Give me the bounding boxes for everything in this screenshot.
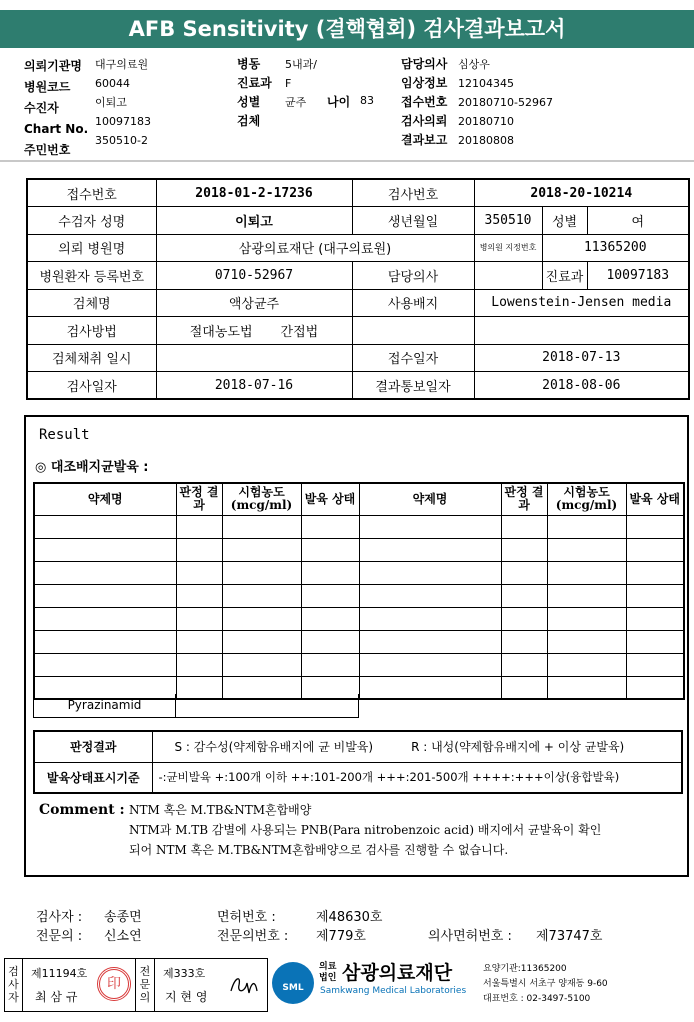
specialist-label: 전문의 :	[36, 929, 83, 944]
test-date-value: 2018-07-16	[156, 372, 352, 400]
hospital-cell-label: 의뢰 병원명	[27, 234, 156, 262]
table-row	[34, 607, 684, 630]
org-address: 서울특별시 서초구 양재동 9-60	[483, 979, 608, 989]
org-name: 삼광의료재단	[342, 962, 453, 984]
control-growth-label: ◎ 대조배지균발육 :	[35, 460, 149, 475]
signature-icon	[227, 969, 263, 999]
judge-legend-value	[152, 731, 682, 762]
sex-cell-value: 여	[587, 207, 689, 235]
method-absolute: 절대농도법	[189, 324, 253, 340]
tester-name: 송종면	[104, 910, 142, 925]
test-date-label: 검사일자	[27, 372, 156, 400]
org-english: Samkwang Medical Laboratories	[320, 986, 467, 996]
table-row	[34, 630, 684, 653]
table-row	[34, 584, 684, 607]
logo-prefix-1: 의료	[319, 962, 337, 972]
license-value: 제48630호	[316, 910, 383, 925]
sex-value: F	[285, 77, 292, 90]
table-row	[34, 561, 684, 584]
notify-date-value: 2018-08-06	[474, 372, 689, 400]
doctor-cell-label: 담당의사	[352, 262, 474, 290]
footer-tester-no: 제11194호	[31, 967, 88, 980]
judge-header: 판정 결과	[176, 483, 222, 515]
hosp-code-label: 병의원 지정번호	[474, 234, 542, 262]
legend-table	[33, 730, 683, 794]
receipt-date-value: 2018-07-13	[474, 344, 689, 372]
reception-no: 2018-01-2-17236	[156, 179, 352, 207]
header-col-2	[237, 55, 272, 131]
specimen-info-table	[26, 178, 690, 400]
drug-table	[33, 482, 685, 700]
clinical-label: 임상정보	[401, 76, 448, 90]
dept-cell-value: 10097183	[587, 262, 689, 290]
dept-value: 5내과/	[285, 58, 317, 71]
growth-legend-label: 발육상태표시기준	[34, 762, 152, 793]
code-value: 60044	[95, 77, 130, 90]
method-label: 검사방법	[27, 317, 156, 345]
spec-no-label: 전문의번호 :	[217, 929, 289, 944]
header-col-1	[24, 55, 88, 160]
org-phone: 대표번호 : 02-3497-5100	[483, 994, 591, 1004]
method-empty-1	[352, 317, 474, 345]
doc-license-value: 제73747호	[536, 929, 603, 944]
comment-line-2: NTM과 M.TB 감별에 사용되는 PNB(Para nitrobenzoic acid) 배지에서 균발육이 확인	[129, 823, 602, 837]
birth-label: 생년월일	[352, 207, 474, 235]
patient-value: 이퇴고	[95, 96, 127, 109]
doc-license-label: 의사면허번호 :	[428, 929, 512, 944]
hosp-code-value: 11365200	[542, 234, 689, 262]
registration-label: 병원환자 등록번호	[27, 262, 156, 290]
test-no-label: 검사번호	[352, 179, 474, 207]
hospital-label: 의뢰기관명	[24, 59, 82, 73]
ward-label: 병동	[237, 57, 261, 71]
seal-icon: 印	[97, 967, 131, 1001]
logo-prefix-2: 법인	[319, 973, 337, 983]
table-row	[34, 515, 684, 538]
logo-icon: SML	[272, 962, 314, 1004]
specimen-label: 검체	[237, 114, 261, 128]
collect-label: 검체채취 일시	[27, 344, 156, 372]
org-footer	[272, 958, 692, 1012]
specialist-name: 신소연	[104, 929, 142, 944]
growth-header: 발육 상태	[301, 483, 359, 515]
judge-header-2: 판정 결과	[501, 483, 547, 515]
signature-box	[4, 958, 268, 1012]
conc-header: 시험농도 (mcg/ml)	[222, 483, 301, 515]
logo-prefix	[319, 962, 336, 984]
comment-line-1: NTM 혹은 M.TB&NTM혼합배양	[129, 803, 312, 817]
header-col-3	[401, 55, 447, 150]
pyrazinamid-label: Pyrazinamid	[34, 694, 176, 717]
medium-label: 사용배지	[352, 289, 474, 317]
judge-s: S : 감수성(약제함유배지에 균 비발육)	[174, 740, 374, 755]
receipt-no-label: 접수번호	[401, 95, 448, 109]
specimen-value: 균주	[285, 96, 307, 109]
hospital-value: 대구의료원	[95, 58, 149, 71]
receipt-no-value: 20180710-52967	[458, 96, 553, 109]
doctor-value: 심상우	[458, 58, 490, 71]
tester-label: 검사자 :	[36, 910, 83, 925]
method-value	[156, 317, 352, 345]
drug-header-2: 약제명	[359, 483, 501, 515]
specimen-cell-label: 검체명	[27, 289, 156, 317]
chart-value: 10097183	[95, 115, 151, 128]
medium-value: Lowenstein-Jensen media	[474, 289, 689, 317]
method-empty-2	[474, 317, 689, 345]
pyrazinamid-row	[33, 694, 359, 718]
id-value: 350510-2	[95, 134, 148, 147]
growth-header-2: 발육 상태	[626, 483, 684, 515]
code-label: 병원코드	[24, 80, 71, 94]
growth-legend-value: -:균비발육 +:100개 이하 ++:101-200개 +++:201-500개 ++++:+++이상(융합발육)	[152, 762, 682, 793]
conc-header-2: 시험농도 (mcg/ml)	[547, 483, 626, 515]
doctor-cell-value	[474, 262, 542, 290]
request-label: 검사의뢰	[401, 114, 448, 128]
specimen-cell-value: 액상균주	[156, 289, 352, 317]
header-divider	[0, 160, 694, 162]
sex-cell-label: 성별	[542, 207, 587, 235]
request-value: 20180710	[458, 115, 514, 128]
footer-spec-name: 지 현 영	[165, 990, 208, 1004]
license-label: 면허번호 :	[217, 910, 276, 925]
org-code: 요양기관:11365200	[483, 964, 567, 974]
judge-r: R : 내성(약제함유배지에 + 이상 균발육)	[411, 740, 625, 755]
header-col-3-values	[458, 55, 553, 150]
comment-line-3: 되어 NTM 혹은 M.TB&NTM혼합배양으로 검사를 진행할 수 없습니다.	[129, 843, 509, 857]
patient-label: 수진자	[24, 101, 59, 115]
age-value: 83	[360, 94, 374, 107]
notify-date-label: 결과통보일자	[352, 372, 474, 400]
age-label: 나이	[327, 95, 351, 109]
name-label: 수검자 성명	[27, 207, 156, 235]
report-label: 결과보고	[401, 133, 448, 147]
specialist-vertical: 전문의	[135, 959, 155, 1011]
patient-name: 이퇴고	[156, 207, 352, 235]
method-indirect: 간접법	[280, 324, 319, 340]
header-col-1-values	[95, 55, 151, 150]
birth-value: 350510	[474, 207, 542, 235]
id-label: 주민번호	[24, 143, 71, 157]
spec-no-value: 제779호	[316, 929, 366, 944]
judge-legend-label: 판정결과	[34, 731, 152, 762]
dept-label: 진료과	[237, 76, 272, 90]
table-row	[34, 538, 684, 561]
report-value: 20180808	[458, 134, 514, 147]
clinical-value: 12104345	[458, 77, 514, 90]
tester-vertical: 검사자	[5, 959, 23, 1011]
hospital-cell-value: 삼광의료재단 (대구의료원)	[156, 234, 474, 262]
test-no: 2018-20-10214	[474, 179, 689, 207]
comment-label: Comment :	[39, 802, 125, 818]
report-title: AFB Sensitivity (결핵협회) 검사결과보고서	[0, 10, 694, 48]
doctor-label: 담당의사	[401, 57, 448, 71]
footer-tester-name: 최 삼 규	[35, 990, 78, 1004]
collect-value	[156, 344, 352, 372]
dept-cell-label: 진료과	[542, 262, 587, 290]
result-title: Result	[39, 427, 90, 443]
table-row	[34, 653, 684, 676]
chart-label: Chart No.	[24, 122, 89, 136]
sex-label: 성별	[237, 95, 261, 109]
receipt-date-label: 접수일자	[352, 344, 474, 372]
comment-text	[129, 800, 601, 860]
footer-spec-no: 제333호	[163, 967, 206, 980]
reception-no-label: 접수번호	[27, 179, 156, 207]
drug-header: 약제명	[34, 483, 176, 515]
registration-value: 0710-52967	[156, 262, 352, 290]
header-col-2-values	[285, 55, 317, 112]
